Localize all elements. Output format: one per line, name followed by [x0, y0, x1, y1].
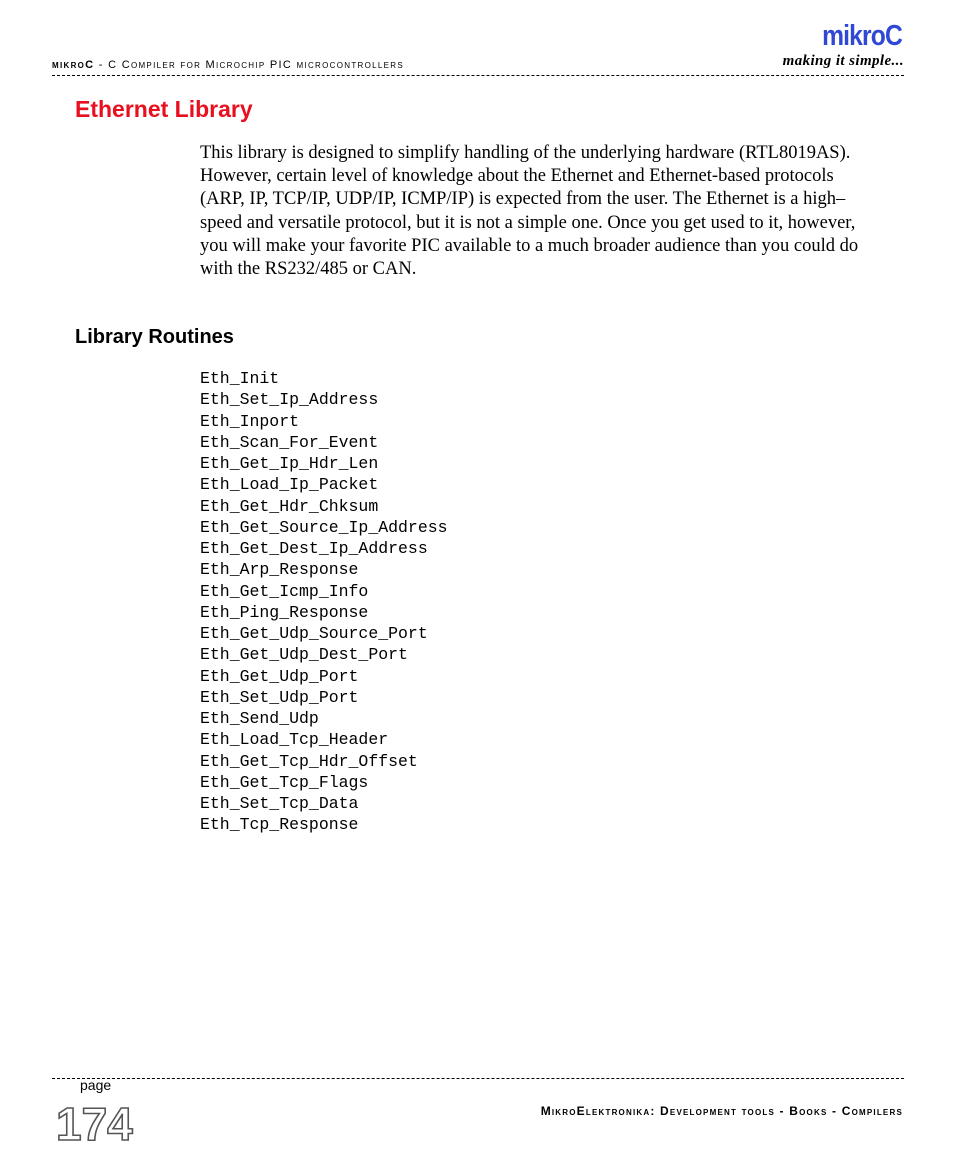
routine-item: Eth_Get_Tcp_Hdr_Offset [200, 751, 418, 771]
routine-list [200, 368, 448, 836]
routine-item: Eth_Init [200, 369, 280, 388]
footer-divider [52, 1078, 904, 1079]
intro-paragraph: This library is designed to simplify handling of the underlying hardware (RTL8019AS). However, certain level of knowledge about the Ethernet and Ethernet-based protocols (ARP, IP, TCP/IP, UDP/IP, ICMP/IP) is expected from the user. The Ethernet is a high–speed and versatile protocol, but it is not a simple one. Once you get used to it, however, you will make your favorite PIC available to a much broader audience than you could do with the RS232/485 or CAN. [200, 143, 859, 280]
routine-item: Eth_Get_Udp_Dest_Port [200, 645, 408, 665]
page-label: page [80, 1077, 112, 1093]
brand-tagline: making it simple... [782, 53, 904, 69]
routine-item: Eth_Set_Ip_Address [200, 390, 379, 410]
footer-title: MikroElektronika: Development tools - Books - Compilers [540, 1104, 903, 1118]
header-product: mikroC [52, 59, 95, 71]
routine-item: Eth_Get_Udp_Port [200, 666, 359, 686]
routine-item: Eth_Get_Udp_Source_Port [200, 624, 428, 643]
running-header [52, 59, 404, 71]
routine-item: Eth_Get_Hdr_Chksum [200, 496, 379, 516]
routine-item: Eth_Set_Udp_Port [200, 687, 359, 707]
routines-title: Library Routines [75, 326, 234, 348]
routine-item: Eth_Get_Icmp_Info [200, 581, 369, 601]
routine-item: Eth_Get_Tcp_Flags [200, 772, 369, 792]
header-divider [52, 75, 904, 76]
routine-item: Eth_Send_Udp [200, 709, 319, 728]
routine-item: Eth_Ping_Response [200, 602, 369, 622]
routine-item: Eth_Inport [200, 411, 300, 431]
header-subtitle: - C Compiler for Microchip PIC microcontrollers [94, 59, 404, 71]
routine-item: Eth_Get_Source_Ip_Address [200, 517, 448, 537]
routine-item: Eth_Set_Tcp_Data [200, 794, 359, 813]
routine-item: Eth_Scan_For_Event [200, 432, 379, 452]
routine-item: Eth_Load_Ip_Packet [200, 475, 379, 495]
routine-item: Eth_Get_Ip_Hdr_Len [200, 454, 379, 473]
section-title: Ethernet Library [75, 96, 253, 122]
page-number: 174 [56, 1098, 133, 1150]
routine-item: Eth_Tcp_Response [200, 815, 359, 835]
mikroc-logo: mikroC [822, 20, 902, 52]
routine-item: Eth_Load_Tcp_Header [200, 730, 389, 750]
routine-item: Eth_Get_Dest_Ip_Address [200, 539, 428, 558]
routine-item: Eth_Arp_Response [200, 560, 359, 580]
